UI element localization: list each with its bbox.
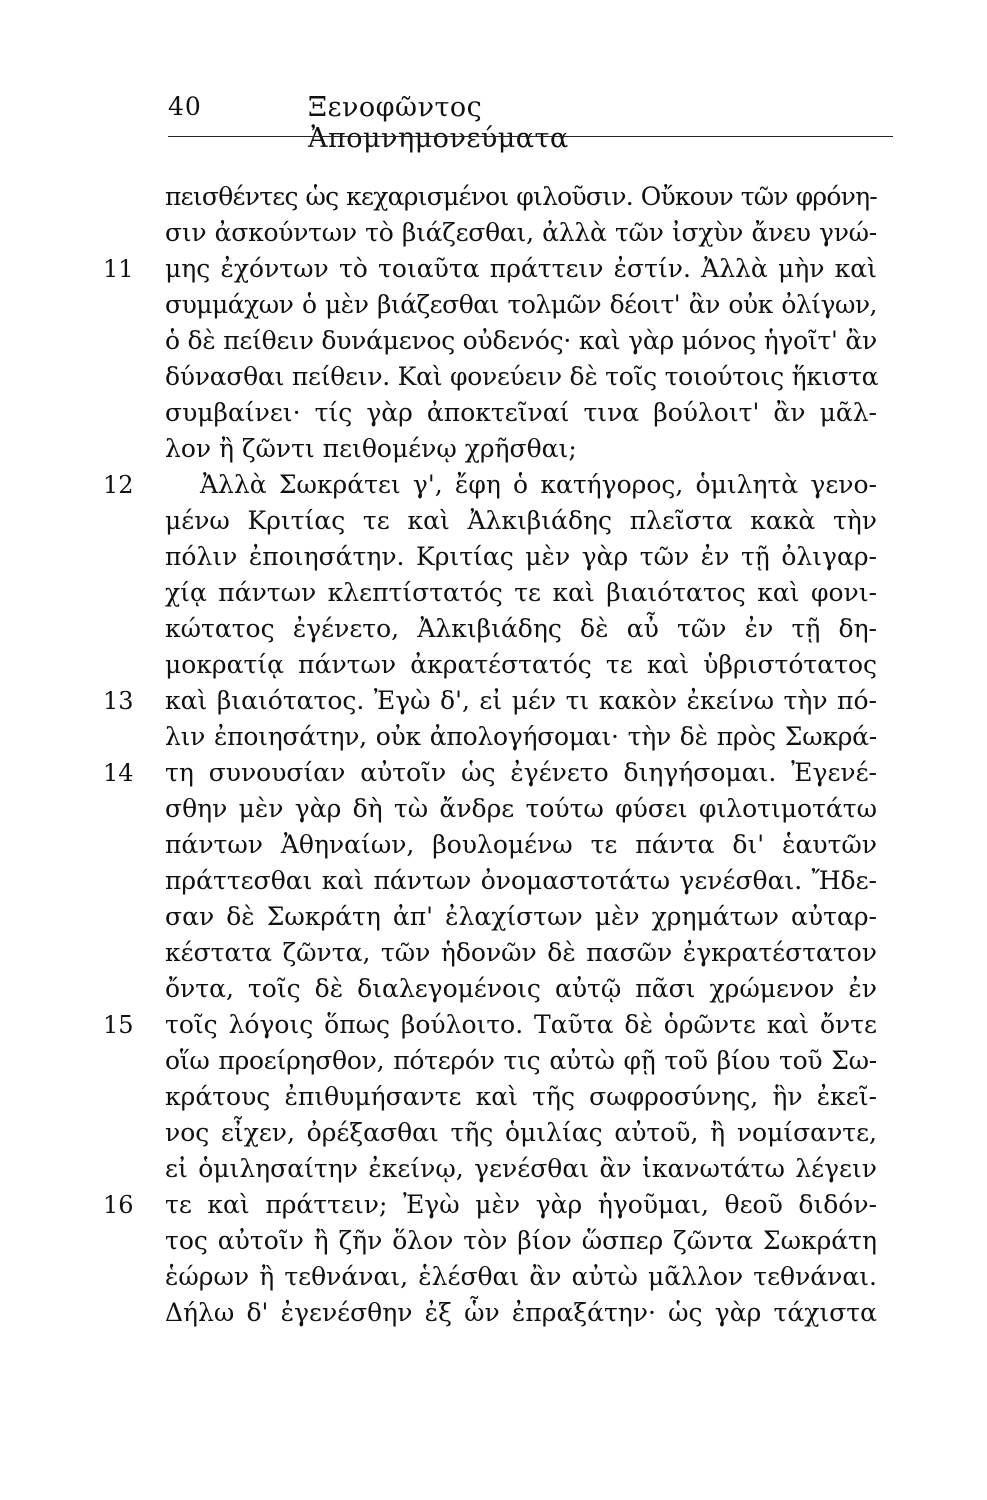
- text-line: ἑώρων ἢ τεθνάναι, ἑλέσθαι ἂν αὐτὼ μᾶλλον τεθνάναι.: [165, 1262, 877, 1291]
- section-number: 13: [103, 687, 134, 715]
- text-line: συμμάχων ὁ μὲν βιάζεσθαι τολμῶν δέοιτ' ἂν οὐκ ὀλίγων,: [165, 290, 877, 319]
- text-line: μοκρατίᾳ πάντων ἀκρατέστατός τε καὶ ὑβριστότατος: [165, 650, 877, 679]
- text-line: ὁ δὲ πείθειν δυνάμενος οὐδενός· καὶ γὰρ μόνος ἡγοῖτ' ἂν: [165, 326, 877, 355]
- text-line: λιν ἐποιησάτην, οὐκ ἀπολογήσομαι· τὴν δὲ πρὸς Σωκρά-: [165, 722, 877, 751]
- text-line: κράτους ἐπιθυμήσαντε καὶ τῆς σωφροσύνης, ἣν ἐκεῖ-: [165, 1082, 877, 1111]
- text-line: ὄντα, τοῖς δὲ διαλεγομένοις αὐτῷ πᾶσι χρώμενον ἐν: [165, 974, 877, 1003]
- text-line: Δήλω δ' ἐγενέσθην ἐξ ὧν ἐπραξάτην· ὡς γὰρ τάχιστα: [165, 1298, 877, 1327]
- text-line: πόλιν ἐποιησάτην. Κριτίας μὲν γὰρ τῶν ἐν τῇ ὀλιγαρ-: [165, 542, 877, 571]
- text-line: πεισθέντες ὡς κεχαρισμένοι φιλοῦσιν. Οὔκουν τῶν φρόνη-: [165, 182, 877, 211]
- text-line: Ἀλλὰ Σωκράτει γ', ἔφη ὁ κατήγορος, ὁμιλητὰ γενο-: [200, 470, 877, 499]
- text-line: λον ἢ ζῶντι πειθομένῳ χρῆσθαι;: [165, 434, 577, 463]
- text-line: τος αὐτοῖν ἢ ζῆν ὅλον τὸν βίον ὥσπερ ζῶντα Σωκράτη: [165, 1226, 877, 1255]
- text-line: χίᾳ πάντων κλεπτίστατός τε καὶ βιαιότατος καὶ φονι-: [165, 578, 877, 607]
- text-line: σιν ἀσκούντων τὸ βιάζεσθαι, ἀλλὰ τῶν ἰσχὺν ἄνευ γνώ-: [165, 218, 877, 247]
- text-line: καὶ βιαιότατος. Ἐγὼ δ', εἰ μέν τι κακὸν ἐκείνω τὴν πό-: [165, 686, 877, 715]
- text-line: οἵω προείρησθον, πότερόν τις αὐτὼ φῇ τοῦ βίου τοῦ Σω-: [165, 1046, 877, 1075]
- text-line: σαν δὲ Σωκράτη ἀπ' ἐλαχίστων μὲν χρημάτων αὐταρ-: [165, 902, 877, 931]
- text-line: τοῖς λόγοις ὅπως βούλοιτο. Ταῦτα δὲ ὁρῶντε καὶ ὄντε: [165, 1010, 877, 1039]
- text-line: πράττεσθαι καὶ πάντων ὀνομαστοτάτω γενέσθαι. Ἤδε-: [165, 866, 877, 895]
- text-line: δύνασθαι πείθειν. Καὶ φονεύειν δὲ τοῖς τοιούτοις ἥκιστα: [165, 362, 879, 391]
- section-number: 11: [103, 255, 134, 283]
- text-line: κέστατα ζῶντα, τῶν ἡδονῶν δὲ πασῶν ἐγκρατέστατον: [165, 938, 877, 967]
- running-title: Ξενοφῶντος Ἀπομνημονεύματα: [308, 92, 569, 154]
- text-line: μένω Κριτίας τε καὶ Ἀλκιβιάδης πλεῖστα κακὰ τὴν: [165, 506, 877, 535]
- text-line: τη συνουσίαν αὐτοῖν ὡς ἐγένετο διηγήσομαι. Ἐγενέ-: [165, 758, 877, 787]
- section-number: 14: [103, 759, 134, 787]
- section-number: 16: [103, 1191, 134, 1219]
- text-line: νος εἶχεν, ὀρέξασθαι τῆς ὁμιλίας αὐτοῦ, ἢ νομίσαντε,: [165, 1118, 877, 1147]
- text-line: τε καὶ πράττειν; Ἐγὼ μὲν γὰρ ἡγοῦμαι, θεοῦ διδόν-: [165, 1190, 877, 1219]
- section-number: 12: [103, 471, 134, 499]
- text-line: πάντων Ἀθηναίων, βουλομένω τε πάντα δι' ἑαυτῶν: [165, 830, 877, 859]
- text-line: κώτατος ἐγένετο, Ἀλκιβιάδης δὲ αὖ τῶν ἐν τῇ δη-: [165, 614, 877, 643]
- page-number: 40: [168, 92, 202, 121]
- text-line: συμβαίνει· τίς γὰρ ἀποκτεῖναί τινα βούλοιτ' ἂν μᾶλ-: [165, 398, 877, 427]
- text-line: μης ἐχόντων τὸ τοιαῦτα πράττειν ἐστίν. Ἀλλὰ μὴν καὶ: [165, 254, 877, 283]
- section-number: 15: [103, 1011, 134, 1039]
- text-line: σθην μὲν γὰρ δὴ τὼ ἄνδρε τούτω φύσει φιλοτιμοτάτω: [165, 794, 877, 823]
- text-line: εἰ ὁμιλησαίτην ἐκείνῳ, γενέσθαι ἂν ἱκανωτάτω λέγειν: [165, 1154, 877, 1183]
